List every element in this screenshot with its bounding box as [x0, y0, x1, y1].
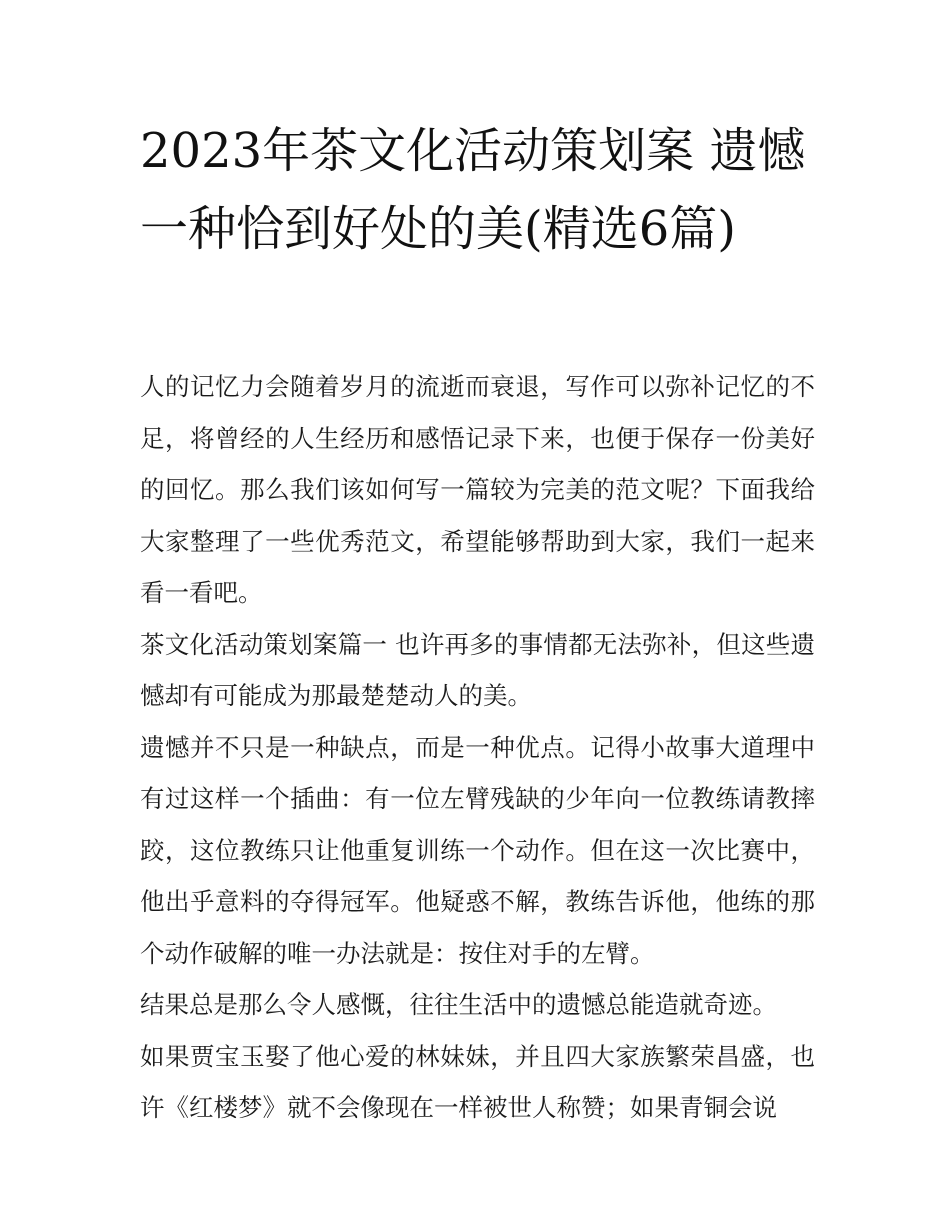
paragraph-conclusion: 结果总是那么令人感慨，往往生活中的遗憾总能造就奇迹。: [140, 990, 777, 1019]
paragraph-article-one-opening: 茶文化活动策划案篇一 也许再多的事情都无法弥补，但这些遗憾却有可能成为那最楚楚动人的美。: [140, 629, 815, 710]
paragraph-red-mansion: 如果贾宝玉娶了他心爱的林妹妹，并且四大家族繁荣昌盛，也许《红楼梦》就不会像现在一样被世人称赞；如果青铜会说: [140, 1041, 815, 1122]
paragraph-intro: 人的记忆力会随着岁月的流逝而衰退，写作可以弥补记忆的不足，将曾经的人生经历和感悟记录下来，也便于保存一份美好的回忆。那么我们该如何写一篇较为完美的范文呢？下面我给大家整理了一些优秀范文，希望能够帮助到大家，我们一起来看一看吧。: [140, 372, 815, 607]
document-title: 2023年茶文化活动策划案 遗憾一种恰到好处的美(精选6篇): [140, 123, 806, 257]
document-body: [140, 361, 815, 1134]
paragraph-wrestling-story: 遗憾并不只是一种缺点，而是一种优点。记得小故事大道理中有过这样一个插曲：有一位左臂残缺的少年向一位教练请教摔跤，这位教练只让他重复训练一个动作。但在这一次比赛中，他出乎意料的夺得冠军。他疑惑不解，教练告诉他，他练的那个动作破解的唯一办法就是：按住对手的左臂。: [140, 732, 815, 968]
